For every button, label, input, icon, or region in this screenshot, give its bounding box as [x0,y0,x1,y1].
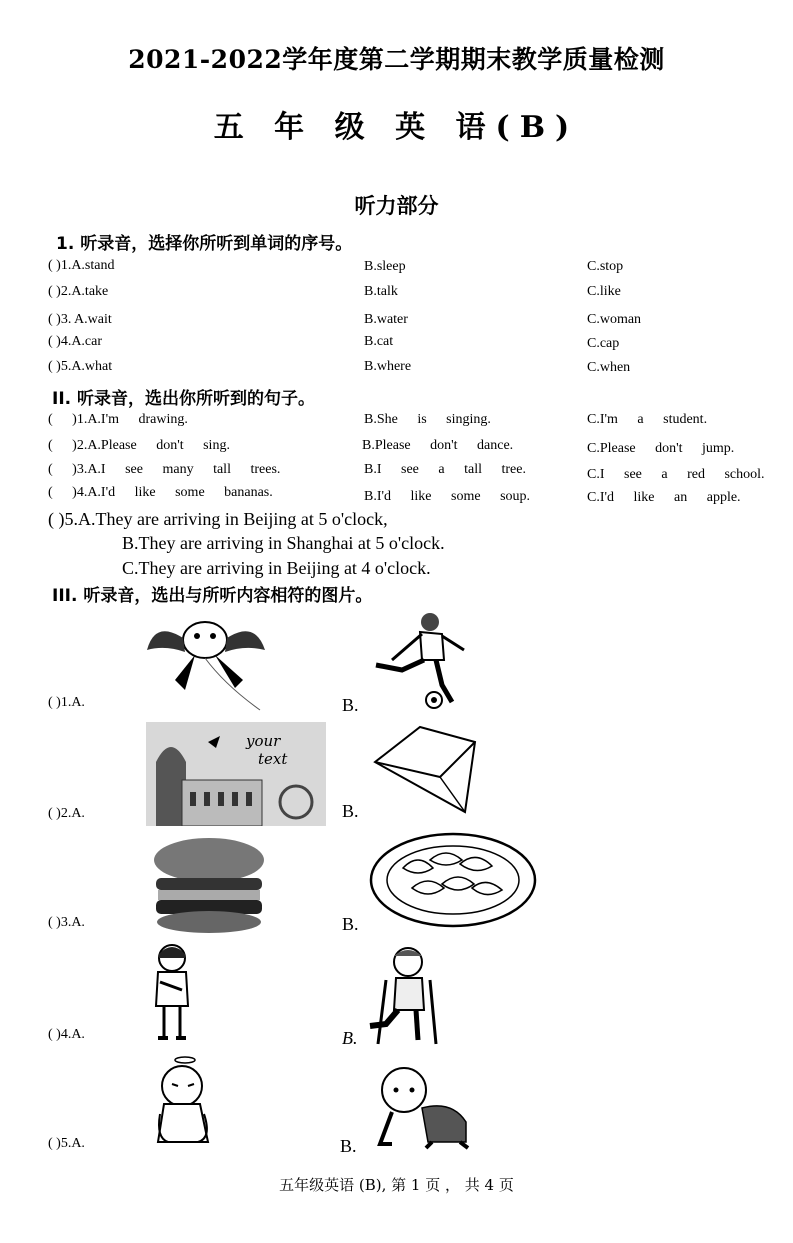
s3-q2-a: ( )2.A. [48,806,85,821]
s1-q2-c: C.like [587,284,621,299]
s2-q2-c: C.Please don't jump. [587,441,735,456]
s1-q4-c: C.cap [587,336,620,351]
s3-q2-b: B. [342,801,359,821]
s2-q3-b: B.I see a tall tree. [364,462,526,477]
s2-q2-b: B.Please don't dance. [362,438,514,453]
crawling-baby-picture [372,1060,472,1152]
postcard-text-text: text [258,750,288,768]
s3-q4-a: ( )4.A. [48,1027,85,1042]
s1-q3-c: C.woman [587,312,642,327]
crying-child-picture [150,1054,220,1148]
s1-q3-a: ( )3. A.wait [48,312,112,327]
postcard-text-your: your [246,732,281,750]
s1-q1-a: ( )1.A.stand [48,258,115,273]
s2-q3-c: C.I see a red school. [587,467,765,482]
boy-on-crutches-picture [366,944,444,1048]
s2-q5-c: C.They are arriving in Beijing at 4 o'clock. [122,558,431,578]
exam-subtitle: 五 年 级 英 语(B) [213,110,580,145]
s1-q5-c: C.when [587,360,631,375]
exam-title: 2021-2022学年度第二学期期末教学质量检测 [128,45,665,74]
s2-q4-b: B.I'd like some soup. [364,489,531,504]
envelope-picture [370,722,480,817]
hamburger-picture [152,838,267,934]
section2-heading: II. 听录音，选出你所听到的句子。 [52,389,316,409]
dumplings-plate-picture [368,830,538,930]
page-footer: 五年级英语 (B), 第 1 页 ， 共 4 页 [279,1176,514,1194]
s1-q2-b: B.talk [364,284,398,299]
s1-q2-a: ( )2.A.take [48,284,109,299]
postcard-picture [146,722,326,826]
section1-heading: 1. 听录音，选择你所听到单词的序号。 [56,234,353,254]
s1-q4-b: B.cat [364,334,394,349]
part-heading: 听力部分 [354,194,439,218]
s1-q1-b: B.sleep [364,259,406,274]
s2-q5-b: B.They are arriving in Shanghai at 5 o'clock. [122,533,445,553]
s2-q5-a: ( )5.A.They are arriving in Beijing at 5 o'clock, [48,509,388,529]
section3-heading: III. 听录音，选出与所听内容相符的图片。 [52,586,373,606]
s2-q1-c: C.I'm a student. [587,412,708,427]
soccer-player-picture [372,610,472,710]
s1-q1-c: C.stop [587,259,624,274]
kite-picture [145,610,275,715]
s3-q5-b: B. [340,1136,357,1156]
s1-q5-a: ( )5.A.what [48,359,113,374]
s2-q3-a: ( )3.A.I see many tall trees. [48,462,281,477]
s2-q2-a: ( )2.A.Please don't sing. [48,438,230,453]
s2-q1-b: B.She is singing. [364,412,491,427]
s3-q3-b: B. [342,914,359,934]
s3-q5-a: ( )5.A. [48,1136,85,1151]
s1-q4-a: ( )4.A.car [48,334,103,349]
girl-with-sling-picture [148,942,198,1042]
s3-q4-b: B. [342,1028,358,1048]
s2-q1-a: ( )1.A.I'm drawing. [48,412,188,427]
s3-q1-b: B. [342,695,359,715]
s3-q1-a: ( )1.A. [48,695,85,710]
s2-q4-a: ( )4.A.I'd like some bananas. [48,485,273,500]
s1-q5-b: B.where [364,359,412,374]
s1-q3-b: B.water [364,312,408,327]
s2-q4-c: C.I'd like an apple. [587,490,741,505]
s3-q3-a: ( )3.A. [48,915,85,930]
